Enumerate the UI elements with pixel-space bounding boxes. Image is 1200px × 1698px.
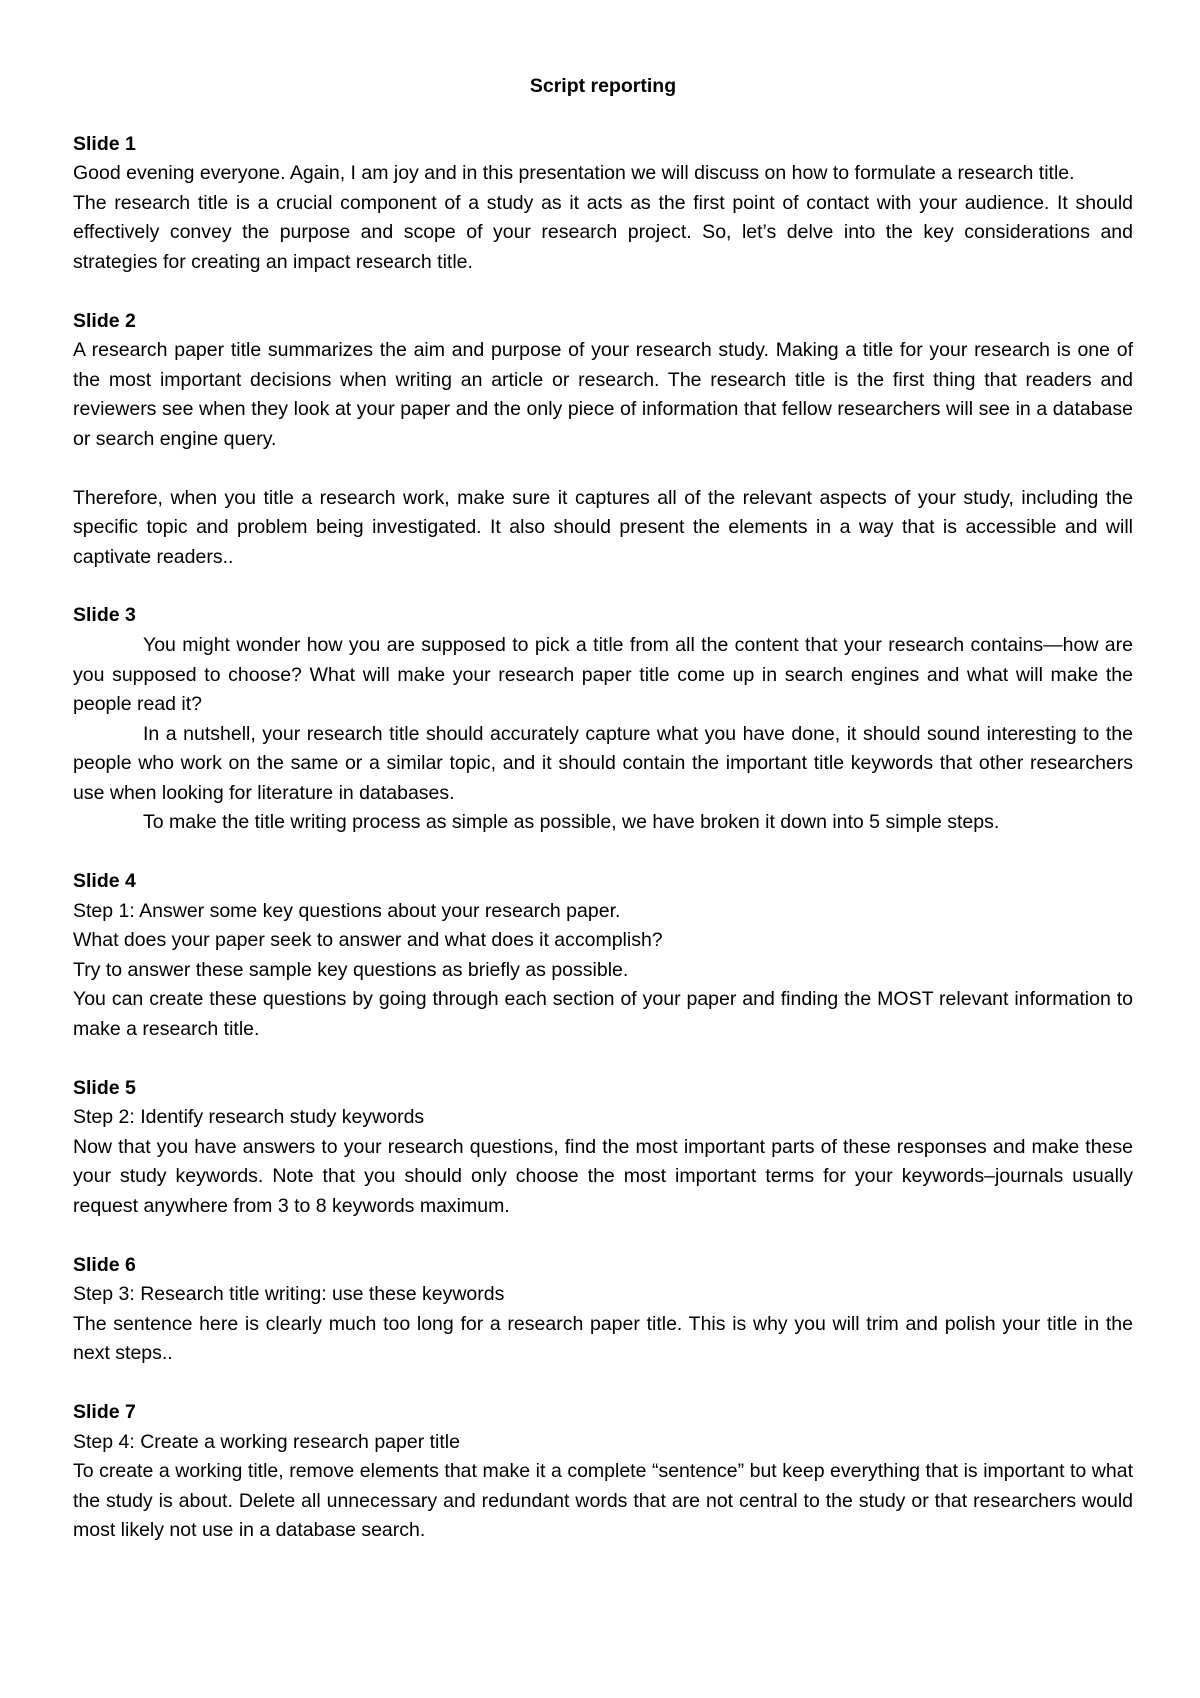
slide-paragraph: The research title is a crucial component of a study as it acts as the first point of contact with your audience. It should effectively convey the purpose and scope of your research project. So, let’s delve into the key considerations and strategies for creating an impact research title.	[73, 191, 1133, 273]
slide-paragraph: You might wonder how you are supposed to pick a title from all the content that your research contains—how are you supposed to choose? What will make your research paper title come up in search engines and what will make the people read it?	[73, 633, 1133, 716]
document-title: Script reporting	[529, 75, 677, 97]
slide-heading: Slide 3	[73, 604, 136, 627]
slide-paragraph: Good evening everyone. Again, I am joy and in this presentation we will discuss on how to formulate a research title.	[73, 162, 1075, 185]
slide-heading: Slide 1	[73, 132, 136, 155]
slide-section-6	[73, 1251, 1133, 1369]
slide-section-3	[73, 601, 1133, 838]
slide-section-1	[73, 130, 1133, 278]
slide-heading: Slide 2	[73, 309, 136, 332]
step-title: Step 1: Answer some key questions about your research paper.	[73, 899, 621, 922]
step-title: Step 4: Create a working research paper title	[73, 1430, 460, 1453]
slide-heading: Slide 7	[73, 1400, 136, 1423]
slide-line: What does your paper seek to answer and what does it accomplish?	[73, 929, 663, 952]
slide-section-4	[73, 867, 1133, 1045]
step-title: Step 3: Research title writing: use these keywords	[73, 1283, 505, 1306]
slide-paragraph: To make the title writing process as simple as possible, we have broken it down into 5 simple steps.	[143, 811, 1000, 834]
slide-paragraph: Now that you have answers to your research questions, find the most important parts of these responses and make these your study keywords. Note that you should only choose the most important terms for your keywords–journals usually request anywhere from 3 to 8 keywords maximum.	[73, 1135, 1133, 1217]
slide-section-5	[73, 1074, 1133, 1222]
step-title: Step 2: Identify research study keywords	[73, 1106, 425, 1129]
slide-heading: Slide 4	[73, 870, 136, 893]
slide-heading: Slide 5	[73, 1076, 136, 1099]
slide-paragraph: The sentence here is clearly much too long for a research paper title. This is why you will trim and polish your title in the next steps..	[73, 1312, 1133, 1365]
slide-paragraph: In a nutshell, your research title should accurately capture what you have done, it should sound interesting to the people who work on the same or a similar topic, and it should contain the important title keywords that other researchers use when looking for literature in databases.	[73, 722, 1133, 804]
slide-section-7	[73, 1398, 1133, 1546]
document-page	[73, 72, 1133, 1575]
slide-paragraph: A research paper title summarizes the aim and purpose of your research study. Making a title for your research is one of the most important decisions when writing an article or research. The research title is the first thing that readers and reviewers see when they look at your paper and the only piece of information that fellow researchers will see in a database or search engine query.	[73, 339, 1133, 450]
slide-paragraph: You can create these questions by going through each section of your paper and finding the MOST relevant information to make a research title.	[73, 988, 1133, 1041]
slide-section-2	[73, 307, 1133, 573]
slide-line: Try to answer these sample key questions as briefly as possible.	[73, 958, 629, 981]
slide-heading: Slide 6	[73, 1253, 136, 1276]
slide-paragraph: To create a working title, remove elements that make it a complete “sentence” but keep everything that is important to what the study is about. Delete all unnecessary and redundant words that are not central to the study or that researchers would most likely not use in a database search.	[73, 1460, 1133, 1542]
slide-paragraph: Therefore, when you title a research work, make sure it captures all of the relevant aspects of your study, including the specific topic and problem being investigated. It also should present the elements in a way that is accessible and will captivate readers..	[73, 486, 1133, 568]
